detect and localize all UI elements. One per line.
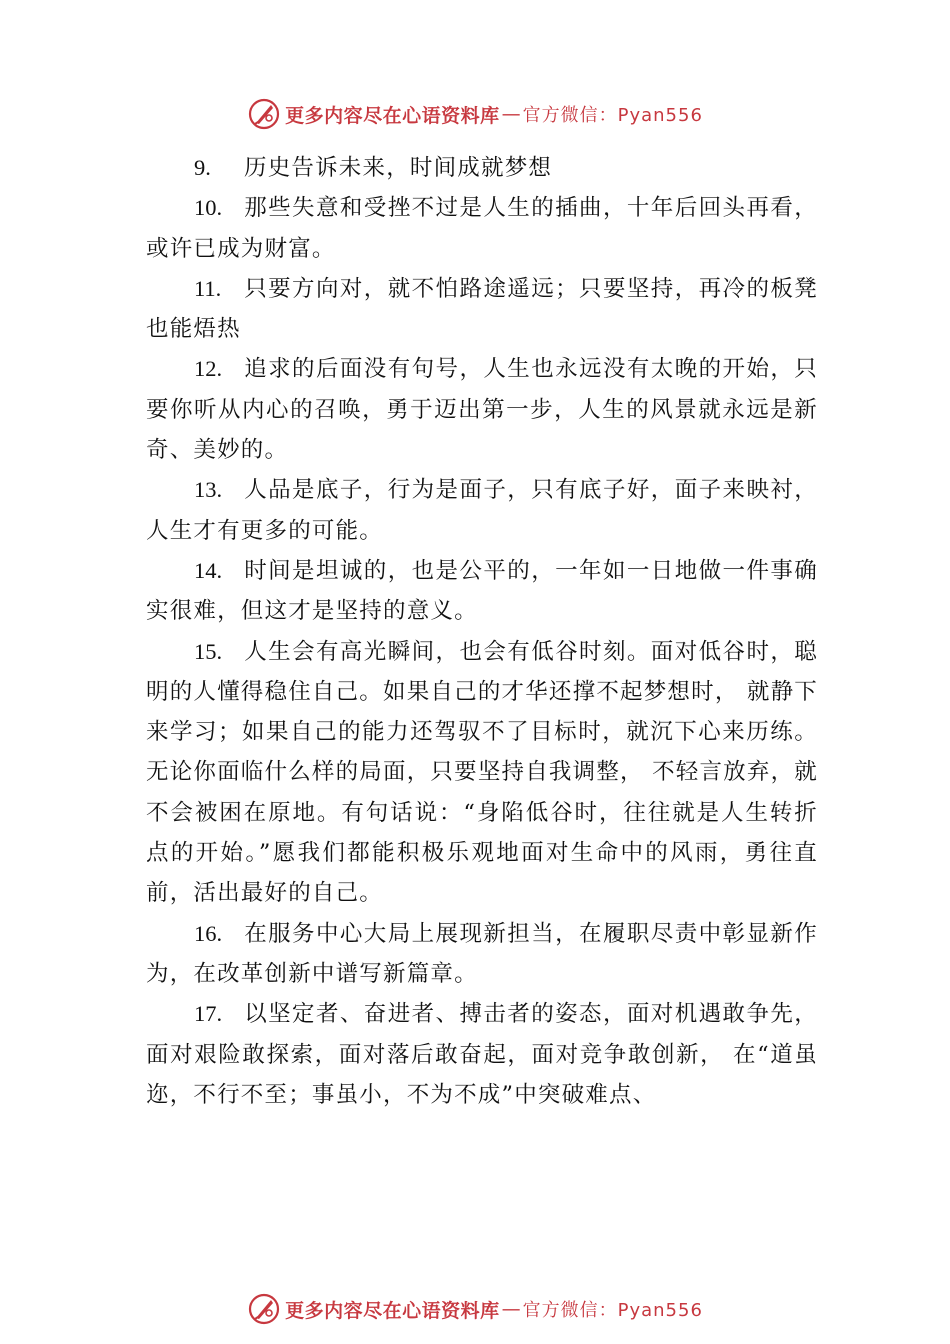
paragraph-number: 17. [194,1001,223,1027]
paragraph-number: 10. [194,195,223,221]
paragraph-number: 14. [194,557,223,583]
paragraph-15 [146,632,818,914]
header-separator: — [501,103,521,125]
paragraph-text: 历史告诉未来，时间成就梦想 [244,155,553,181]
paragraph-9 [146,148,818,188]
footer-brand-text: 更多内容尽在心语资料库 [285,1299,500,1322]
quill-logo-icon [247,1292,281,1326]
paragraph-number: 12. [194,356,223,382]
footer-contact-text: 官方微信：Pyan556 [522,1300,703,1321]
paragraph-text: 追求的后面没有句号，人生也永远没有太晚的开始，只要你听从内心的召唤，勇于迈出第一步，人生的风景就永远是新奇、美妙的。 [146,356,818,464]
quill-logo-icon [247,97,281,131]
paragraph-number: 16. [194,920,223,946]
paragraph-text: 那些失意和受挫不过是人生的插曲，十年后回头再看，或许已成为财富。 [146,195,818,262]
paragraph-11 [146,269,818,350]
paragraph-number: 11. [194,275,222,301]
header-brand-text: 更多内容尽在心语资料库 [285,104,500,127]
paragraph-number: 9. [194,155,211,180]
document-body [146,148,818,1115]
paragraph-number: 13. [194,477,223,503]
paragraph-14 [146,551,818,632]
paragraph-12 [146,349,818,470]
footer-banner [0,1289,950,1329]
paragraph-text: 人生会有高光瞬间，也会有低谷时刻。面对低谷时，聪明的人懂得稳住自己。如果自己的才华还撑不起梦想时， 就静下来学习；如果自己的能力还驾驭不了目标时，就沉下心来历练。无论你面临什么样的局面，只要坚持自我调整， 不轻言放弃，就不会被困在原地。有句话说：“身陷低谷时，往往就是人生转折点的开始。”愿我们都能积极乐观地面对生命中的风雨，勇往直前，活出最好的自己。 [146,638,818,907]
paragraph-text: 以坚定者、奋进者、搏击者的姿态，面对机遇敢争先，面对艰险敢探索，面对落后敢奋起，面对竞争敢创新， 在“道虽迩，不行不至；事虽小，不为不成”中突破难点、 [146,1001,818,1108]
paragraph-13 [146,470,818,551]
paragraph-text: 人品是底子，行为是面子，只有底子好，面子来映衬，人生才有更多的可能。 [146,477,818,544]
header-contact-text: 官方微信：Pyan556 [522,105,703,126]
paragraph-17 [146,994,818,1115]
paragraph-text: 只要方向对，就不怕路途遥远；只要坚持，再冷的板凳也能焐热 [146,275,818,343]
paragraph-number: 15. [194,638,223,664]
paragraph-text: 在服务中心大局上展现新担当，在履职尽责中彰显新作为，在改革创新中谱写新篇章。 [146,920,818,987]
footer-separator: — [501,1298,521,1320]
paragraph-16 [146,914,818,995]
paragraph-10 [146,188,818,269]
header-banner [0,94,950,134]
paragraph-text: 时间是坦诚的，也是公平的，一年如一日地做一件事确实很难，但这才是坚持的意义。 [146,557,818,625]
